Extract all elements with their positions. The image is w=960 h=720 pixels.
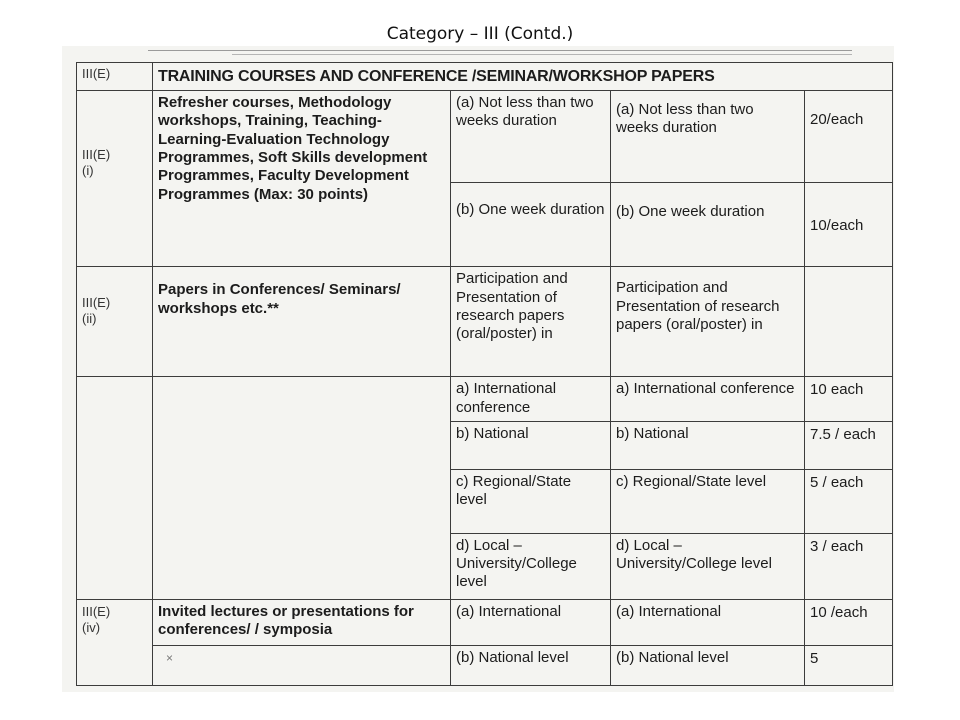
- section-ii-empty-points-cell: [805, 267, 893, 377]
- section-ii-intro-row: [77, 267, 893, 377]
- section-iv-col3-cell: (a) International: [451, 599, 611, 645]
- section-i-col4-cell: (b) One week duration: [611, 183, 805, 267]
- section-iv-col3-cell: (b) National level: [451, 645, 611, 685]
- section-ii-col3-intro-cell: Participation and Presentation of research papers (oral/poster) in: [451, 267, 611, 377]
- section-ii-points-cell: 3 / each: [805, 533, 893, 599]
- section-i-row-a: [77, 91, 893, 183]
- section-iv-row-b: [77, 645, 893, 685]
- section-i-col3-cell: (b) One week duration: [451, 183, 611, 267]
- section-i-id-cell: III(E) (i): [77, 91, 153, 267]
- section-ii-points-cell: 7.5 / each: [805, 421, 893, 469]
- section-ii-col4-intro-cell: Participation and Presentation of research papers (oral/poster) in: [611, 267, 805, 377]
- section-ii-col4-cell: c) Regional/State level: [611, 469, 805, 533]
- header-row: [77, 63, 893, 91]
- scan-rule-line: [148, 50, 852, 51]
- section-ii-col3-cell: b) National: [451, 421, 611, 469]
- section-ii-points-cell: 5 / each: [805, 469, 893, 533]
- section-ii-col4-cell: a) International conference: [611, 377, 805, 421]
- section-ii-row-a: [77, 377, 893, 421]
- stray-pen-mark: ×: [166, 650, 174, 665]
- section-iv-col4-cell: (a) International: [611, 599, 805, 645]
- section-iv-col4-cell: (b) National level: [611, 645, 805, 685]
- section-i-col4-cell: (a) Not less than two weeks duration: [611, 91, 805, 183]
- scanned-document: [62, 46, 894, 692]
- section-ii-col3-cell: c) Regional/State level: [451, 469, 611, 533]
- header-title-cell: TRAINING COURSES AND CONFERENCE /SEMINAR/WORKSHOP PAPERS: [153, 63, 893, 91]
- section-ii-blank-description-cell: [153, 377, 451, 599]
- slide-title: Category – III (Contd.): [386, 24, 574, 44]
- section-ii-points-cell: 10 each: [805, 377, 893, 421]
- scan-rule-line: [232, 54, 852, 55]
- section-ii-col4-cell: d) Local – University/College level: [611, 533, 805, 599]
- section-i-points-cell: 10/each: [805, 183, 893, 267]
- section-iv-description-cell: Invited lectures or presentations for conferences/ / symposia: [153, 599, 451, 645]
- section-ii-blank-id-cell: [77, 377, 153, 599]
- section-ii-col3-cell: a) International conference: [451, 377, 611, 421]
- section-i-description-cell: Refresher courses, Methodology workshops, Training, Teaching-Learning-Evaluation Technology Programmes, Soft Skills development Programmes, Faculty Development Programmes (Max: 30 points): [153, 91, 451, 267]
- header-id-cell: III(E): [77, 63, 153, 91]
- section-ii-col4-cell: b) National: [611, 421, 805, 469]
- section-iv-points-cell: 10 /each: [805, 599, 893, 645]
- section-iv-id-cell: III(E) (iv): [77, 599, 153, 685]
- scoring-table: [76, 62, 893, 686]
- section-iv-blank-description-cell: [153, 645, 451, 685]
- section-ii-col3-cell: d) Local – University/College level: [451, 533, 611, 599]
- section-i-col3-cell: (a) Not less than two weeks duration: [451, 91, 611, 183]
- section-i-points-cell: 20/each: [805, 91, 893, 183]
- section-ii-description-cell: Papers in Conferences/ Seminars/ workshops etc.**: [153, 267, 451, 377]
- section-ii-id-cell: III(E) (ii): [77, 267, 153, 377]
- section-iv-row-a: [77, 599, 893, 645]
- section-iv-points-cell: 5: [805, 645, 893, 685]
